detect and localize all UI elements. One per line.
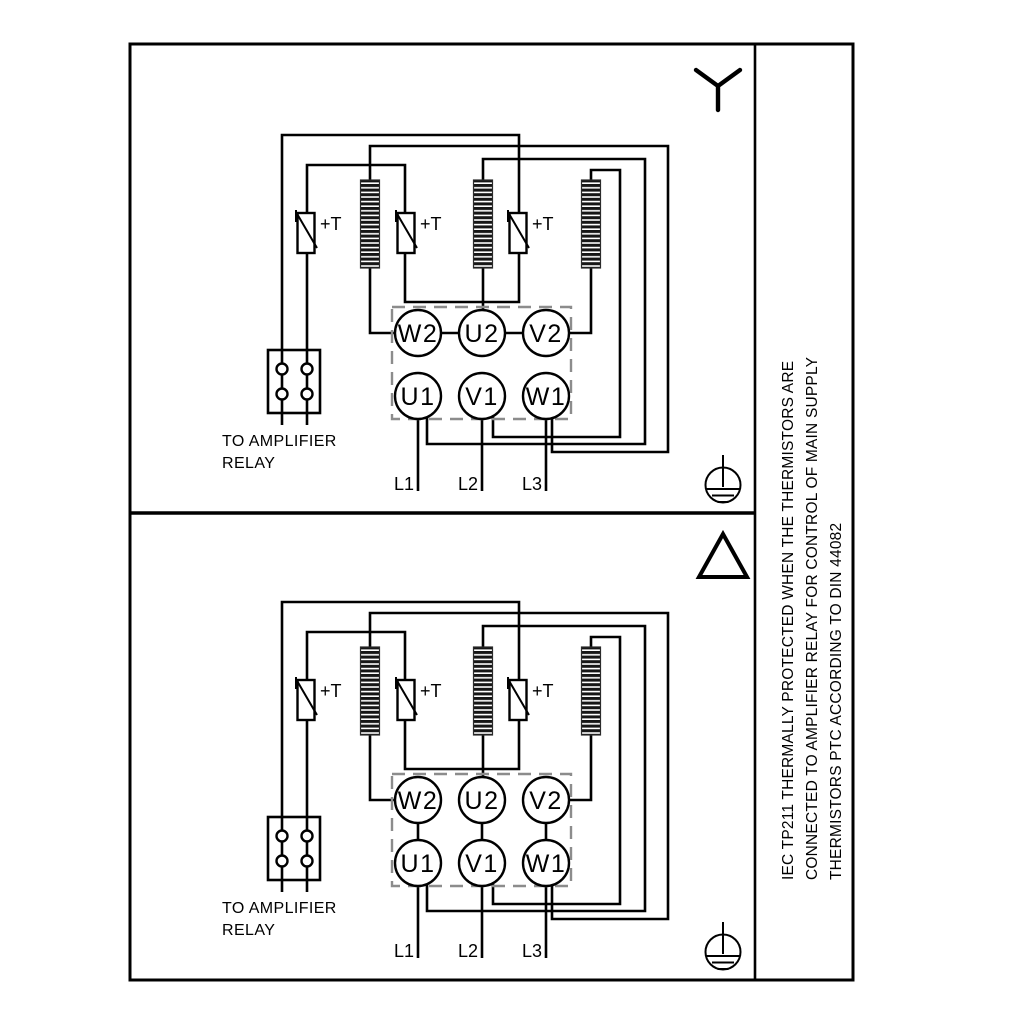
phase-label-L1: L1 <box>393 941 414 961</box>
phase-label-L3: L3 <box>521 474 542 494</box>
thermistor-label-1: +T <box>320 214 342 234</box>
thermistor-label-2: +T <box>420 214 442 234</box>
side-note-line2: CONNECTED TO AMPLIFIER RELAY FOR CONTROL OF MAIN SUPPLY <box>804 356 821 880</box>
terminal-label-U1: U1 <box>400 850 436 878</box>
relay-note-line1: TO AMPLIFIER <box>222 433 337 450</box>
terminal-label-V1: V1 <box>465 383 499 411</box>
terminal-label-V2: V2 <box>529 787 563 815</box>
thermistor-label-1: +T <box>320 681 342 701</box>
relay-note-line2: RELAY <box>222 455 276 472</box>
terminal-label-U2: U2 <box>464 320 500 348</box>
phase-label-L2: L2 <box>457 941 478 961</box>
phase-label-L2: L2 <box>457 474 478 494</box>
star-connection-diagram <box>222 70 741 503</box>
terminal-label-W1: W1 <box>525 850 567 878</box>
phase-label-L1: L1 <box>393 474 414 494</box>
side-note <box>780 357 845 880</box>
terminal-label-V1: V1 <box>465 850 499 878</box>
thermistor-label-3: +T <box>532 681 554 701</box>
terminal-label-W2: W2 <box>397 320 439 348</box>
phase-label-L3: L3 <box>521 941 542 961</box>
relay-note-line2: RELAY <box>222 922 276 939</box>
relay-note-line1: TO AMPLIFIER <box>222 900 337 917</box>
side-note-line3: THERMISTORS PTC ACCORDING TO DIN 44082 <box>828 522 845 880</box>
star-connection-icon <box>696 70 740 110</box>
delta-connection-icon <box>699 534 747 577</box>
thermistor-label-2: +T <box>420 681 442 701</box>
terminal-label-W2: W2 <box>397 787 439 815</box>
terminal-label-W1: W1 <box>525 383 567 411</box>
thermistor-label-3: +T <box>532 214 554 234</box>
terminal-label-U2: U2 <box>464 787 500 815</box>
delta-connection-diagram <box>222 534 747 970</box>
side-note-line1: IEC TP211 THERMALLY PROTECTED WHEN THE THERMISTORS ARE <box>780 360 797 880</box>
terminal-label-U1: U1 <box>400 383 436 411</box>
terminal-label-V2: V2 <box>529 320 563 348</box>
